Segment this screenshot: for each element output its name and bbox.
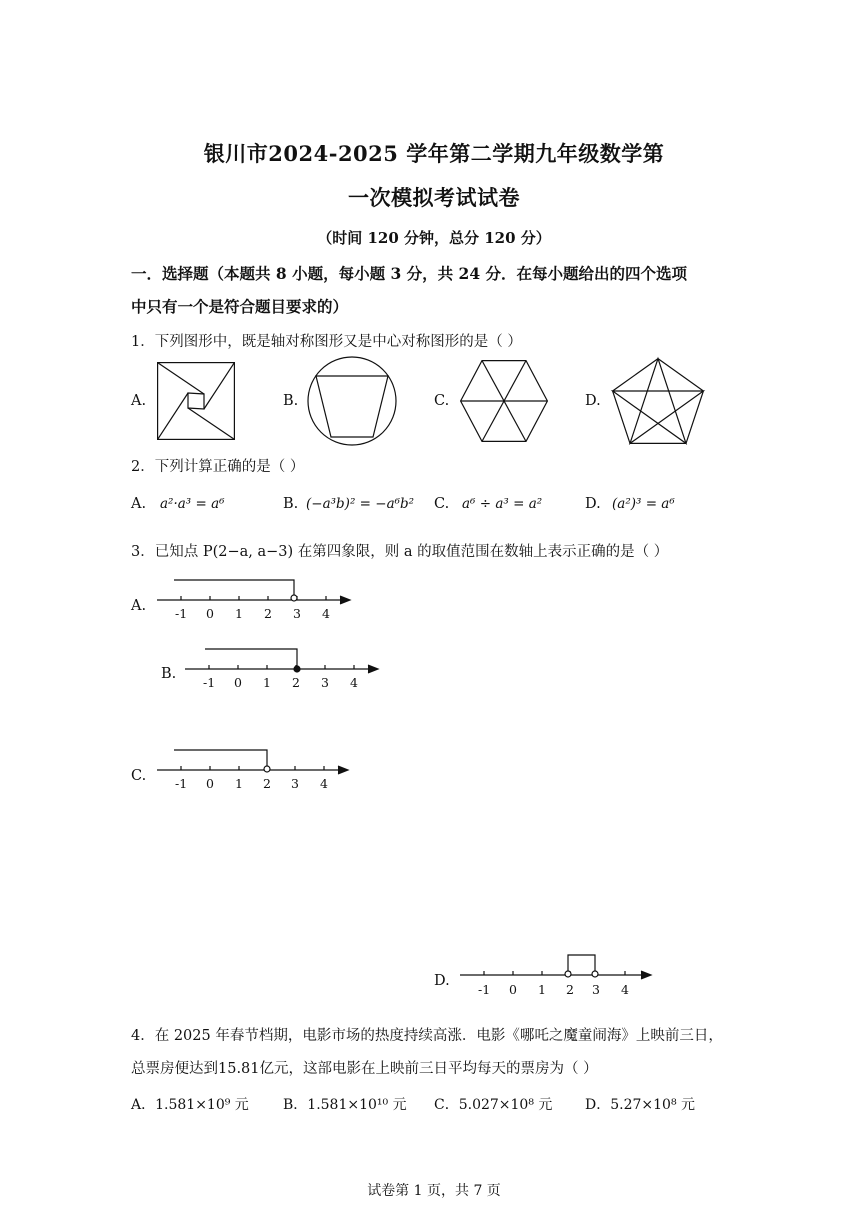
q3c-tick-1: 1	[235, 776, 243, 791]
q4-option-c-label: C．	[434, 1097, 459, 1113]
q3c-tick-2: 2	[263, 776, 271, 791]
q4-option-a-text: 1.581×10⁹ 元	[155, 1097, 249, 1113]
q2-option-b-label: B.	[283, 496, 299, 512]
q3c-tick-0: 0	[206, 776, 214, 791]
q3d-tick-1: 1	[538, 982, 546, 997]
q3d-tick-neg1: -1	[478, 982, 491, 997]
q1-option-c-label: C.	[434, 393, 450, 409]
q3-number-line-b	[185, 644, 385, 694]
q3b-tick-1: 1	[263, 675, 271, 690]
exam-subtitle: （时间 120 分钟，总分 120 分）	[317, 229, 551, 247]
q1-figure-c-hexagon	[460, 360, 548, 442]
q2-option-a-label: A.	[131, 496, 147, 512]
q3c-tick-3: 3	[291, 776, 299, 791]
q3-number-line-a	[157, 575, 357, 625]
q4-option-a	[131, 1094, 249, 1114]
q2-option-b-expr: (−a³b)² = −a⁶b²	[306, 496, 415, 512]
question-4-stem-line2: 总票房便达到15.81亿元，这部电影在上映前三日平均每天的票房为（ ）	[131, 1061, 598, 1077]
q3a-tick-1: 1	[235, 606, 243, 621]
q3a-tick-4: 4	[322, 606, 330, 621]
q4-option-c-text: 5.027×10⁸ 元	[458, 1097, 553, 1113]
q4-option-b	[283, 1094, 407, 1114]
q1-figure-a-pinwheel	[157, 362, 235, 440]
q3c-tick-neg1: -1	[175, 776, 188, 791]
q2-option-d-label: D.	[585, 496, 601, 512]
q3d-tick-3: 3	[592, 982, 600, 997]
q2-option-d-expr: (a²)³ = a⁶	[612, 496, 675, 512]
q1-option-a-label: A.	[131, 393, 147, 409]
q3-number-line-c	[157, 745, 357, 795]
q3-option-c-label: C.	[131, 768, 147, 784]
q3-number-line-d	[460, 950, 660, 1000]
q3b-tick-3: 3	[321, 675, 329, 690]
q3-option-a-label: A.	[131, 598, 147, 614]
q4-option-b-label: B．	[283, 1097, 308, 1113]
q3c-tick-4: 4	[320, 776, 328, 791]
q3b-tick-4: 4	[350, 675, 358, 690]
q3-option-d-label: D.	[434, 973, 450, 989]
q4-option-d-label: D．	[585, 1097, 611, 1113]
exam-title-line1: 银川市2024-2025 学年第二学期九年级数学第	[203, 141, 665, 166]
q1-option-b-label: B.	[283, 393, 299, 409]
question-2-stem: 2．下列计算正确的是（ ）	[131, 459, 305, 475]
q3a-tick-2: 2	[264, 606, 272, 621]
q2-option-a-expr: a²·a³ = a⁶	[160, 496, 225, 512]
q3b-tick-0: 0	[234, 675, 242, 690]
q2-option-c-expr: a⁶ ÷ a³ = a²	[462, 496, 543, 512]
q3a-tick-3: 3	[293, 606, 301, 621]
q4-option-b-text: 1.581×10¹⁰ 元	[307, 1097, 407, 1113]
q1-figure-b-circle-trapezoid	[307, 356, 397, 446]
q4-option-a-label: A．	[131, 1097, 156, 1113]
page-footer: 试卷第 1 页，共 7 页	[367, 1183, 501, 1199]
section-heading-line2: 中只有一个是符合题目要求的）	[131, 297, 349, 316]
q3d-tick-2: 2	[566, 982, 574, 997]
q3d-tick-4: 4	[621, 982, 629, 997]
exam-title-line2: 一次模拟考试试卷	[348, 185, 520, 210]
q2-option-c-label: C.	[434, 496, 450, 512]
q3b-tick-2: 2	[292, 675, 300, 690]
question-3-stem: 3．已知点 P(2−a, a−3) 在第四象限，则 a 的取值范围在数轴上表示正确的是（ ）	[131, 544, 669, 560]
section-heading-line1: 一．选择题（本题共 8 小题，每小题 3 分，共 24 分．在每小题给出的四个选项	[131, 264, 688, 283]
q4-option-d	[585, 1094, 695, 1114]
q3-option-b-label: B.	[161, 666, 177, 682]
q1-figure-d-pentagram	[612, 358, 704, 444]
q3a-tick-neg1: -1	[175, 606, 188, 621]
question-1-stem: 1．下列图形中，既是轴对称图形又是中心对称图形的是（ ）	[131, 334, 522, 350]
q1-option-d-label: D.	[585, 393, 601, 409]
question-4-stem-line1: 4．在 2025 年春节档期，电影市场的热度持续高涨．电影《哪吒之魔童闹海》上映前三日，	[131, 1028, 723, 1044]
q3b-tick-neg1: -1	[203, 675, 216, 690]
q4-option-c	[434, 1094, 552, 1114]
q3a-tick-0: 0	[206, 606, 214, 621]
q3d-tick-0: 0	[509, 982, 517, 997]
q4-option-d-text: 5.27×10⁸ 元	[610, 1097, 696, 1113]
